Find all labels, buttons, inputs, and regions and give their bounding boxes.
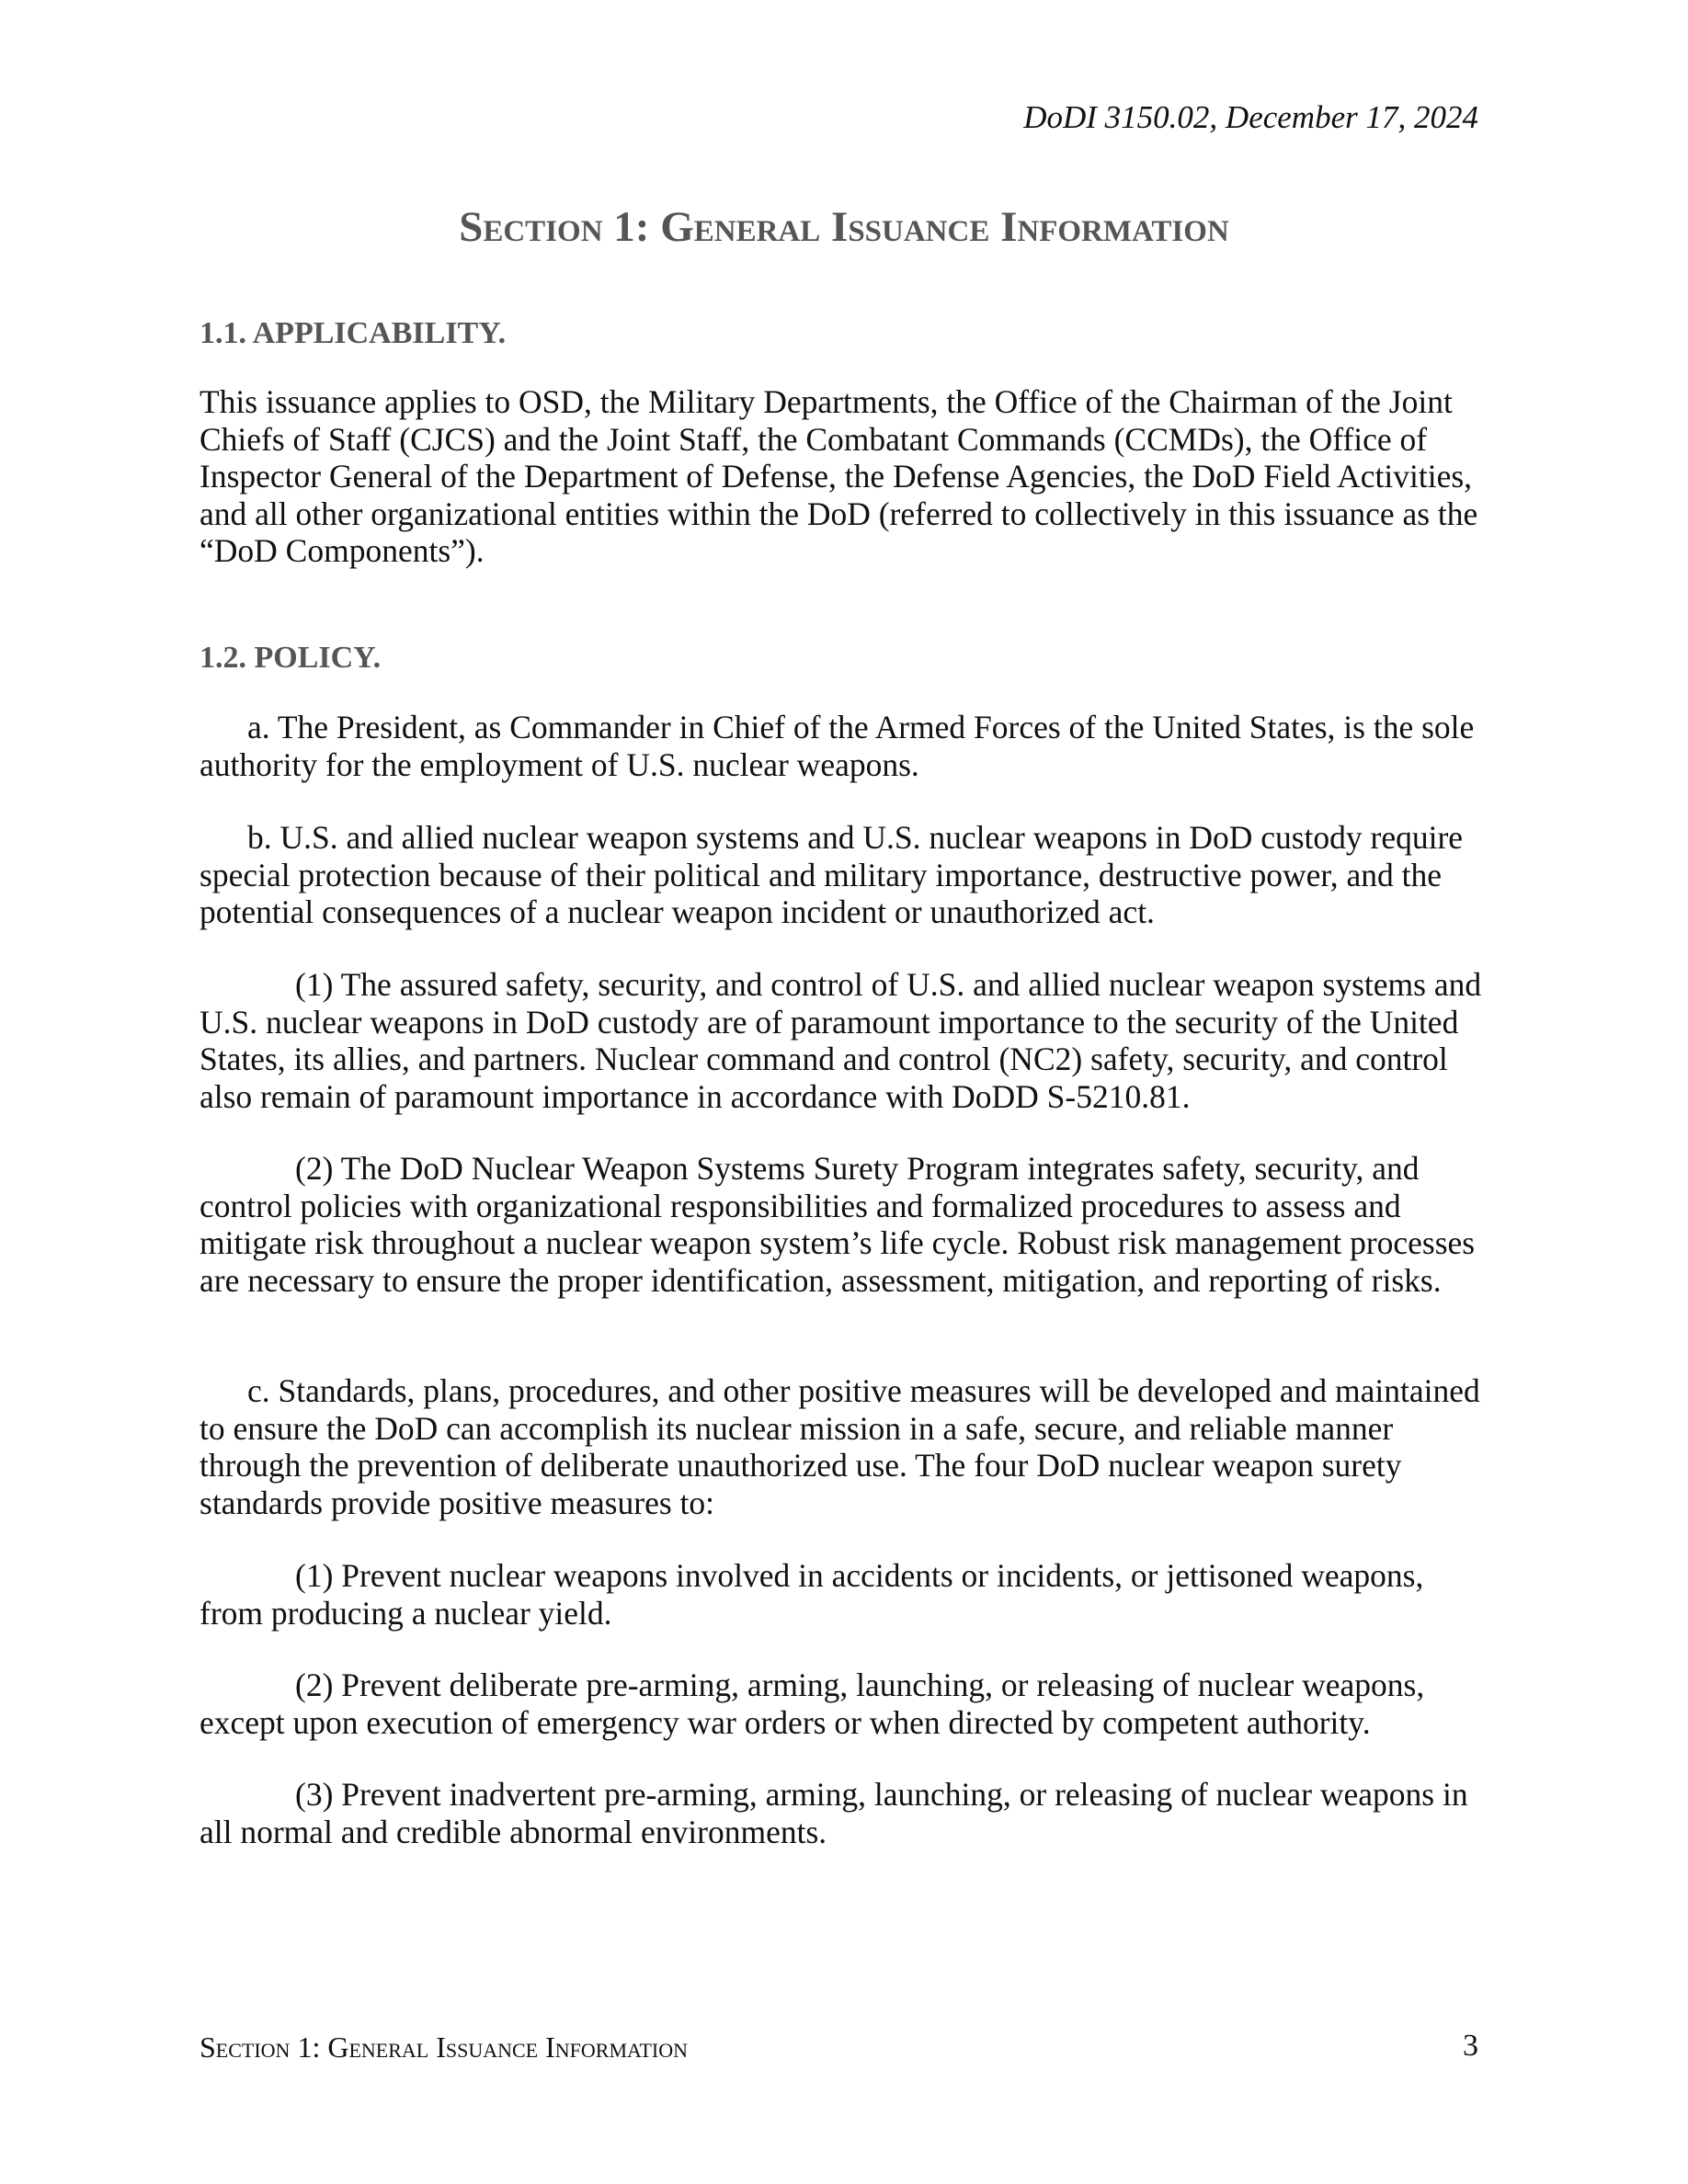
policy-paragraph-b: b. U.S. and allied nuclear weapon systems and U.S. nuclear weapons in DoD custody require special protection because of their political and military importance, destructive power, and the potential consequences of a nuclear weapon incident or unauthorized act. [200, 819, 1464, 931]
section-title: Section 1: General Issuance Information [459, 203, 1229, 251]
document-reference: DoDI 3150.02, December 17, 2024 [1023, 99, 1478, 135]
section-heading-policy: 1.2. POLICY. [200, 641, 382, 675]
page-number: 3 [1463, 2029, 1478, 2063]
policy-paragraph-c-1: (1) Prevent nuclear weapons involved in accidents or incidents, or jettisoned weapons, from producing a nuclear yield. [200, 1557, 1424, 1632]
footer-section-label: Section 1: General Issuance Information [200, 2030, 689, 2064]
section-heading-applicability: 1.1. APPLICABILITY. [200, 316, 507, 350]
policy-paragraph-c: c. Standards, plans, procedures, and other positive measures will be developed and maintained to ensure the DoD can accomplish its nuclear mission in a safe, secure, and reliable manner through the prevention of deliberate unauthorized use. The four DoD nuclear weapon surety standards provide positive measures to: [200, 1372, 1480, 1521]
applicability-paragraph: This issuance applies to OSD, the Military Departments, the Office of the Chairman of the Joint Chiefs of Staff (CJCS) and the Joint Staff, the Combatant Commands (CCMDs), the Office of Inspector General of the Department of Defense, the Defense Agencies, the DoD Field Activities, and all other organizational entities within the DoD (referred to collectively in this issuance as the “DoD Components”). [200, 383, 1478, 570]
policy-paragraph-c-3: (3) Prevent inadvertent pre-arming, arming, launching, or releasing of nuclear weapons in all normal and credible abnormal environments. [200, 1776, 1468, 1850]
policy-paragraph-c-2: (2) Prevent deliberate pre-arming, arming, launching, or releasing of nuclear weapons, except upon execution of emergency war orders or when directed by competent authority. [200, 1666, 1425, 1741]
policy-paragraph-b-1: (1) The assured safety, security, and control of U.S. and allied nuclear weapon systems and U.S. nuclear weapons in DoD custody are of paramount importance to the security of the United States, its allies, and partners. Nuclear command and control (NC2) safety, security, and control also remain of paramount importance in accordance with DoDD S-5210.81. [200, 966, 1482, 1115]
policy-paragraph-b-2: (2) The DoD Nuclear Weapon Systems Surety Program integrates safety, security, and control policies with organizational responsibilities and formalized procedures to assess and mitigate risk throughout a nuclear weapon system’s life cycle. Robust risk management processes are necessary to ensure the proper identification, assessment, mitigation, and reporting of risks. [200, 1150, 1476, 1299]
policy-paragraph-a: a. The President, as Commander in Chief of the Armed Forces of the United States, is the sole authority for the employment of U.S. nuclear weapons. [200, 709, 1475, 783]
